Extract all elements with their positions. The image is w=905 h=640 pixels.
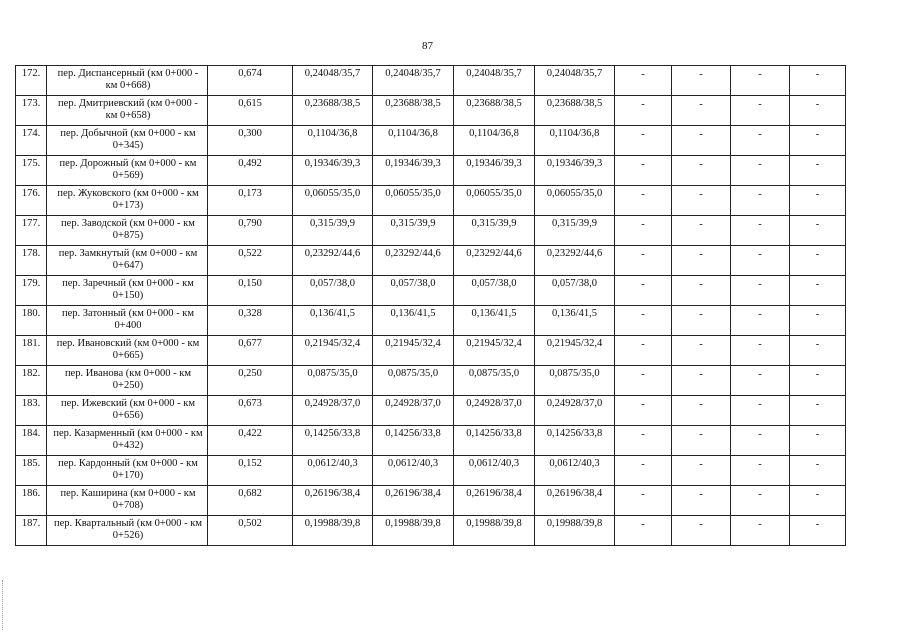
value-cell-1: 0,06055/35,0 [293,186,373,216]
value-cell-3: 0,136/41,5 [454,306,535,336]
empty-cell-2: - [672,246,731,276]
value-cell-4: 0,19988/39,8 [535,516,615,546]
empty-cell-3: - [731,516,790,546]
table-row [16,426,846,456]
value-cell-4: 0,23292/44,6 [535,246,615,276]
table-row [16,396,846,426]
table-row [16,126,846,156]
road-name-cell: пер. Иванова (км 0+000 - км 0+250) [47,366,208,396]
empty-cell-4: - [790,246,846,276]
value-cell-1: 0,24928/37,0 [293,396,373,426]
road-name-cell: пер. Заречный (км 0+000 - км 0+150) [47,276,208,306]
table-row [16,366,846,396]
value-cell-1: 0,14256/33,8 [293,426,373,456]
value-cell-1: 0,19346/39,3 [293,156,373,186]
empty-cell-4: - [790,96,846,126]
road-name-cell: пер. Замкнутый (км 0+000 - км 0+647) [47,246,208,276]
length-cell: 0,250 [208,366,293,396]
empty-cell-4: - [790,156,846,186]
empty-cell-2: - [672,486,731,516]
empty-cell-3: - [731,246,790,276]
value-cell-3: 0,26196/38,4 [454,486,535,516]
value-cell-4: 0,0612/40,3 [535,456,615,486]
length-cell: 0,422 [208,426,293,456]
row-number-cell: 185. [16,456,47,486]
row-number-cell: 178. [16,246,47,276]
table-row [16,246,846,276]
value-cell-1: 0,1104/36,8 [293,126,373,156]
empty-cell-3: - [731,66,790,96]
value-cell-1: 0,0875/35,0 [293,366,373,396]
empty-cell-2: - [672,156,731,186]
length-cell: 0,790 [208,216,293,246]
table-row [16,216,846,246]
value-cell-4: 0,0875/35,0 [535,366,615,396]
value-cell-3: 0,19988/39,8 [454,516,535,546]
length-cell: 0,522 [208,246,293,276]
value-cell-4: 0,136/41,5 [535,306,615,336]
empty-cell-1: - [615,96,672,126]
empty-cell-1: - [615,246,672,276]
empty-cell-3: - [731,396,790,426]
row-number-cell: 172. [16,66,47,96]
empty-cell-4: - [790,66,846,96]
value-cell-1: 0,057/38,0 [293,276,373,306]
empty-cell-1: - [615,486,672,516]
empty-cell-3: - [731,126,790,156]
empty-cell-3: - [731,366,790,396]
value-cell-2: 0,057/38,0 [373,276,454,306]
table-row [16,156,846,186]
empty-cell-3: - [731,456,790,486]
road-name-cell: пер. Заводской (км 0+000 - км 0+875) [47,216,208,246]
length-cell: 0,150 [208,276,293,306]
value-cell-2: 0,24928/37,0 [373,396,454,426]
value-cell-2: 0,24048/35,7 [373,66,454,96]
value-cell-2: 0,0875/35,0 [373,366,454,396]
length-cell: 0,677 [208,336,293,366]
empty-cell-4: - [790,216,846,246]
empty-cell-1: - [615,336,672,366]
value-cell-3: 0,24048/35,7 [454,66,535,96]
value-cell-3: 0,1104/36,8 [454,126,535,156]
table-row [16,276,846,306]
empty-cell-4: - [790,126,846,156]
road-name-cell: пер. Жуковского (км 0+000 - км 0+173) [47,186,208,216]
row-number-cell: 173. [16,96,47,126]
empty-cell-2: - [672,186,731,216]
empty-cell-2: - [672,516,731,546]
value-cell-1: 0,24048/35,7 [293,66,373,96]
value-cell-3: 0,14256/33,8 [454,426,535,456]
value-cell-2: 0,19988/39,8 [373,516,454,546]
value-cell-3: 0,06055/35,0 [454,186,535,216]
empty-cell-1: - [615,366,672,396]
empty-cell-1: - [615,126,672,156]
empty-cell-1: - [615,186,672,216]
value-cell-4: 0,057/38,0 [535,276,615,306]
road-name-cell: пер. Добычной (км 0+000 - км 0+345) [47,126,208,156]
value-cell-1: 0,0612/40,3 [293,456,373,486]
empty-cell-3: - [731,486,790,516]
row-number-cell: 177. [16,216,47,246]
value-cell-3: 0,24928/37,0 [454,396,535,426]
value-cell-2: 0,14256/33,8 [373,426,454,456]
table-row [16,306,846,336]
row-number-cell: 187. [16,516,47,546]
value-cell-2: 0,21945/32,4 [373,336,454,366]
row-number-cell: 180. [16,306,47,336]
value-cell-3: 0,23292/44,6 [454,246,535,276]
row-number-cell: 183. [16,396,47,426]
row-number-cell: 176. [16,186,47,216]
empty-cell-2: - [672,216,731,246]
empty-cell-1: - [615,306,672,336]
empty-cell-3: - [731,156,790,186]
empty-cell-4: - [790,486,846,516]
empty-cell-4: - [790,336,846,366]
empty-cell-3: - [731,186,790,216]
value-cell-4: 0,1104/36,8 [535,126,615,156]
table-row [16,96,846,126]
empty-cell-2: - [672,396,731,426]
empty-cell-1: - [615,426,672,456]
value-cell-1: 0,23688/38,5 [293,96,373,126]
value-cell-2: 0,23292/44,6 [373,246,454,276]
empty-cell-4: - [790,306,846,336]
row-number-cell: 181. [16,336,47,366]
binder-edge-marks [2,580,5,630]
empty-cell-2: - [672,306,731,336]
row-number-cell: 186. [16,486,47,516]
road-name-cell: пер. Дмитриевский (км 0+000 - км 0+658) [47,96,208,126]
value-cell-2: 0,23688/38,5 [373,96,454,126]
road-name-cell: пер. Диспансерный (км 0+000 - км 0+668) [47,66,208,96]
page-number: 87 [422,40,433,52]
road-table [15,65,846,546]
row-number-cell: 184. [16,426,47,456]
road-name-cell: пер. Дорожный (км 0+000 - км 0+569) [47,156,208,186]
empty-cell-3: - [731,336,790,366]
length-cell: 0,300 [208,126,293,156]
empty-cell-3: - [731,96,790,126]
value-cell-2: 0,0612/40,3 [373,456,454,486]
value-cell-3: 0,057/38,0 [454,276,535,306]
empty-cell-2: - [672,336,731,366]
road-name-cell: пер. Ивановский (км 0+000 - км 0+665) [47,336,208,366]
value-cell-3: 0,21945/32,4 [454,336,535,366]
table-row [16,66,846,96]
empty-cell-4: - [790,396,846,426]
length-cell: 0,152 [208,456,293,486]
row-number-cell: 175. [16,156,47,186]
value-cell-3: 0,315/39,9 [454,216,535,246]
value-cell-4: 0,06055/35,0 [535,186,615,216]
empty-cell-4: - [790,186,846,216]
value-cell-4: 0,315/39,9 [535,216,615,246]
empty-cell-2: - [672,456,731,486]
value-cell-1: 0,26196/38,4 [293,486,373,516]
empty-cell-2: - [672,426,731,456]
value-cell-4: 0,23688/38,5 [535,96,615,126]
row-number-cell: 174. [16,126,47,156]
empty-cell-3: - [731,216,790,246]
length-cell: 0,673 [208,396,293,426]
value-cell-2: 0,315/39,9 [373,216,454,246]
value-cell-2: 0,136/41,5 [373,306,454,336]
length-cell: 0,502 [208,516,293,546]
empty-cell-1: - [615,396,672,426]
table-row [16,486,846,516]
empty-cell-1: - [615,516,672,546]
road-name-cell: пер. Казарменный (км 0+000 - км 0+432) [47,426,208,456]
empty-cell-1: - [615,66,672,96]
road-name-cell: пер. Квартальный (км 0+000 - км 0+526) [47,516,208,546]
empty-cell-4: - [790,276,846,306]
empty-cell-3: - [731,426,790,456]
road-name-cell: пер. Кардонный (км 0+000 - км 0+170) [47,456,208,486]
value-cell-2: 0,06055/35,0 [373,186,454,216]
value-cell-4: 0,21945/32,4 [535,336,615,366]
value-cell-4: 0,14256/33,8 [535,426,615,456]
value-cell-1: 0,21945/32,4 [293,336,373,366]
value-cell-3: 0,19346/39,3 [454,156,535,186]
table-row [16,456,846,486]
table-row [16,186,846,216]
table-row [16,336,846,366]
value-cell-1: 0,23292/44,6 [293,246,373,276]
empty-cell-3: - [731,306,790,336]
road-name-cell: пер. Каширина (км 0+000 - км 0+708) [47,486,208,516]
empty-cell-1: - [615,276,672,306]
empty-cell-2: - [672,126,731,156]
empty-cell-4: - [790,426,846,456]
road-name-cell: пер. Ижевский (км 0+000 - км 0+656) [47,396,208,426]
empty-cell-1: - [615,456,672,486]
length-cell: 0,682 [208,486,293,516]
value-cell-1: 0,19988/39,8 [293,516,373,546]
value-cell-1: 0,136/41,5 [293,306,373,336]
length-cell: 0,328 [208,306,293,336]
value-cell-3: 0,23688/38,5 [454,96,535,126]
value-cell-4: 0,24928/37,0 [535,396,615,426]
length-cell: 0,615 [208,96,293,126]
value-cell-1: 0,315/39,9 [293,216,373,246]
road-name-cell: пер. Затонный (км 0+000 - км 0+400 [47,306,208,336]
empty-cell-3: - [731,276,790,306]
value-cell-3: 0,0875/35,0 [454,366,535,396]
empty-cell-2: - [672,66,731,96]
value-cell-4: 0,24048/35,7 [535,66,615,96]
value-cell-3: 0,0612/40,3 [454,456,535,486]
value-cell-2: 0,19346/39,3 [373,156,454,186]
table-body [16,66,846,546]
row-number-cell: 179. [16,276,47,306]
value-cell-4: 0,26196/38,4 [535,486,615,516]
value-cell-2: 0,1104/36,8 [373,126,454,156]
length-cell: 0,492 [208,156,293,186]
empty-cell-1: - [615,216,672,246]
length-cell: 0,674 [208,66,293,96]
empty-cell-1: - [615,156,672,186]
empty-cell-2: - [672,276,731,306]
empty-cell-4: - [790,366,846,396]
row-number-cell: 182. [16,366,47,396]
empty-cell-2: - [672,366,731,396]
table-row [16,516,846,546]
empty-cell-2: - [672,96,731,126]
length-cell: 0,173 [208,186,293,216]
empty-cell-4: - [790,516,846,546]
empty-cell-4: - [790,456,846,486]
value-cell-2: 0,26196/38,4 [373,486,454,516]
value-cell-4: 0,19346/39,3 [535,156,615,186]
